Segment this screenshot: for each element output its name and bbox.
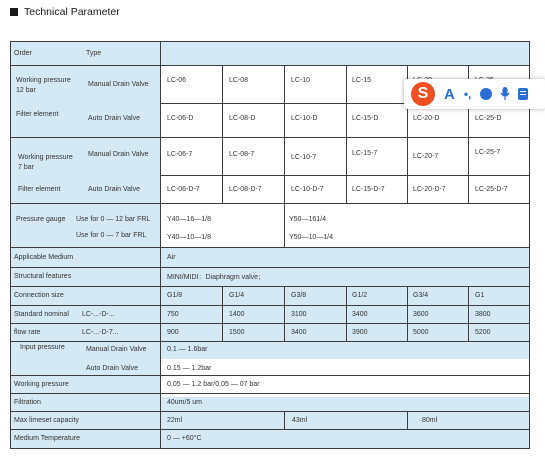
table-rule (10, 41, 530, 42)
gauge-use7-label: Use for 0 — 7 bar FRL (76, 231, 147, 239)
table-rule (10, 267, 530, 268)
gauge-use12-b: Y50—161/4 (289, 215, 326, 223)
max-limeset-0: 22ml (167, 416, 183, 424)
table-rule (10, 411, 530, 412)
gauge-use7-a: Y40—10—1/8 (167, 233, 211, 241)
input-pressure-label: Input pressure (20, 343, 65, 351)
connection-1: G1/4 (229, 292, 245, 299)
medium-temp-label: Medium Temperature (14, 434, 81, 442)
ime-logo-icon[interactable]: S (411, 82, 435, 106)
wp7-filter-label: Filter element (18, 185, 61, 193)
standard-nominal-1: 1400 (229, 310, 245, 318)
flow-rate-sub: LC-...-D-7... (82, 328, 119, 336)
title-text: Technical Parameter (24, 6, 120, 18)
table-rule (284, 286, 285, 341)
table-rule (407, 286, 408, 341)
flow-rate-0: 900 (167, 328, 179, 336)
wp12-manual-type: Manual Drain Valve (88, 80, 149, 88)
wp12-manual-1: LC-08 (229, 76, 249, 84)
standard-nominal-5: 3800 (475, 310, 491, 318)
standard-nominal-3: 3400 (352, 310, 368, 318)
flow-rate-5: 5200 (475, 328, 491, 336)
connection-0: G1/8 (167, 292, 183, 299)
input-pressure-manual-value: 0.1 — 1.6bar (167, 345, 208, 353)
wp7-auto-type: Auto Drain Valve (88, 185, 141, 193)
table-rule (10, 203, 530, 204)
structural-value: MINI/MIDI：Diaphragm valve； (167, 273, 266, 281)
table-rule (10, 341, 530, 342)
table-rule (10, 448, 530, 449)
table-rule (284, 411, 285, 429)
table-rule (10, 323, 530, 324)
wp7-auto-4: LC-20-D-7 (413, 185, 446, 193)
standard-nominal-label: Standard nominal (14, 310, 69, 318)
table-rule (407, 411, 408, 429)
wp12-auto-5: LC-25-D (475, 114, 502, 122)
wp7-auto-3: LC-15-D-7 (352, 185, 385, 193)
wp12-label-line1: Working pressure (16, 76, 71, 84)
pressure-gauge-label: Pressure gauge (16, 215, 66, 223)
ime-punctuation-button[interactable]: •, (463, 87, 472, 101)
working-pressure-label: Working pressure (14, 380, 69, 388)
connection-3: G1/2 (352, 292, 368, 299)
wp12-label-line2: 12 bar (16, 86, 36, 94)
max-limeset-1: 43ml (292, 416, 308, 424)
wp7-manual-3: LC-15-7 (352, 149, 378, 157)
ime-keyboard-icon[interactable] (518, 88, 528, 100)
flow-rate-3: 3900 (352, 328, 368, 336)
standard-nominal-2: 3100 (291, 310, 307, 318)
applicable-medium-value: Air (167, 253, 176, 261)
wp12-auto-4: LC-20-D (413, 114, 440, 122)
wp12-auto-type: Auto Drain Valve (88, 114, 141, 122)
table-rule (222, 286, 223, 341)
table-rule (10, 429, 530, 430)
wp12-auto-0: LC-06-D (167, 114, 194, 122)
table-rule (10, 247, 530, 248)
wp12-manual-3: LC-15 (352, 76, 372, 84)
table-rule (222, 65, 223, 203)
table-rule (10, 65, 530, 66)
table-rule (160, 175, 530, 176)
filtration-label: Filtration (14, 398, 41, 406)
flow-rate-2: 3400 (291, 328, 307, 336)
wp7-auto-2: LC-10-D-7 (291, 185, 324, 193)
type-header: Type (86, 49, 102, 57)
table-rule (10, 375, 530, 376)
wp7-label-line1: Working pressure (18, 153, 73, 161)
standard-nominal-0: 750 (167, 310, 179, 318)
wp12-auto-3: LC-15-D (352, 114, 379, 122)
wp12-manual-0: LC-06 (167, 76, 187, 84)
gauge-use12-label: Use for 0 — 12 bar FRL (76, 215, 151, 223)
title-square-icon (10, 8, 18, 16)
gauge-use12-a: Y40—16—1/8 (167, 215, 211, 223)
wp12-auto-1: LC-08-D (229, 114, 256, 122)
flow-rate-4: 5000 (413, 328, 429, 336)
connection-label: Connection size (14, 292, 64, 299)
wp12-filter-label: Filter element (16, 110, 59, 118)
connection-4: G3/4 (413, 292, 429, 299)
section-title (10, 6, 120, 18)
wp7-label-line2: 7 bar (18, 163, 34, 171)
wp7-auto-0: LC-06-D-7 (167, 185, 200, 193)
wp7-auto-1: LC-08-D-7 (229, 185, 262, 193)
wp7-manual-0: LC-06-7 (167, 150, 193, 158)
table-rule (346, 286, 347, 341)
wp7-manual-type: Manual Drain Valve (88, 150, 149, 158)
table-rule (10, 41, 11, 449)
table-rule (10, 137, 530, 138)
standard-nominal-4: 3600 (413, 310, 429, 318)
working-pressure-value: 0.05 — 1.2 bar/0.05 — 07 bar (167, 380, 260, 388)
ime-input-mode-button[interactable]: A (444, 85, 455, 103)
wp12-manual-2: LC-10 (291, 76, 311, 84)
ime-mic-icon[interactable] (500, 87, 510, 101)
table-rule (10, 286, 530, 287)
table-rule (160, 41, 161, 449)
table-rule (10, 393, 530, 394)
max-limeset-label: Max limeset capacity (14, 416, 79, 424)
table-rule (284, 65, 285, 247)
connection-5: G1 (475, 292, 485, 299)
standard-nominal-sub: LC-...-D-... (82, 310, 115, 318)
flow-rate-label: flow rate (14, 328, 41, 336)
wp12-auto-2: LC-10-D (291, 114, 318, 122)
table-rule (346, 65, 347, 203)
gauge-use7-b: Y50—10—1/4 (289, 233, 333, 241)
medium-temp-value: 0 — +60°C (167, 434, 202, 442)
connection-2: G3/8 (291, 292, 307, 299)
flow-rate-1: 1500 (229, 328, 245, 336)
wp7-manual-5: LC-25-7 (475, 148, 501, 156)
input-pressure-manual-type: Manual Drain Valve (86, 345, 147, 353)
ime-toolbar[interactable] (404, 79, 545, 109)
ime-emoji-icon[interactable] (480, 88, 492, 100)
wp7-manual-2: LC-10-7 (291, 153, 317, 161)
order-header: Order (14, 49, 32, 57)
filtration-value: 40um/5 um (167, 398, 203, 406)
structural-label: Structural features (14, 273, 72, 280)
input-pressure-auto-value: 0.15 — 1.2bar (167, 364, 212, 372)
wp7-manual-4: LC-20-7 (413, 152, 439, 160)
max-limeset-2: 80ml (422, 416, 438, 424)
table-rule (468, 286, 469, 341)
wp7-auto-5: LC-25-D-7 (475, 185, 508, 193)
table-rule (10, 305, 530, 306)
input-pressure-auto-type: Auto Drain Valve (86, 364, 139, 372)
applicable-medium-label: Applicable Medium (14, 253, 74, 261)
wp7-manual-1: LC-08-7 (229, 150, 255, 158)
